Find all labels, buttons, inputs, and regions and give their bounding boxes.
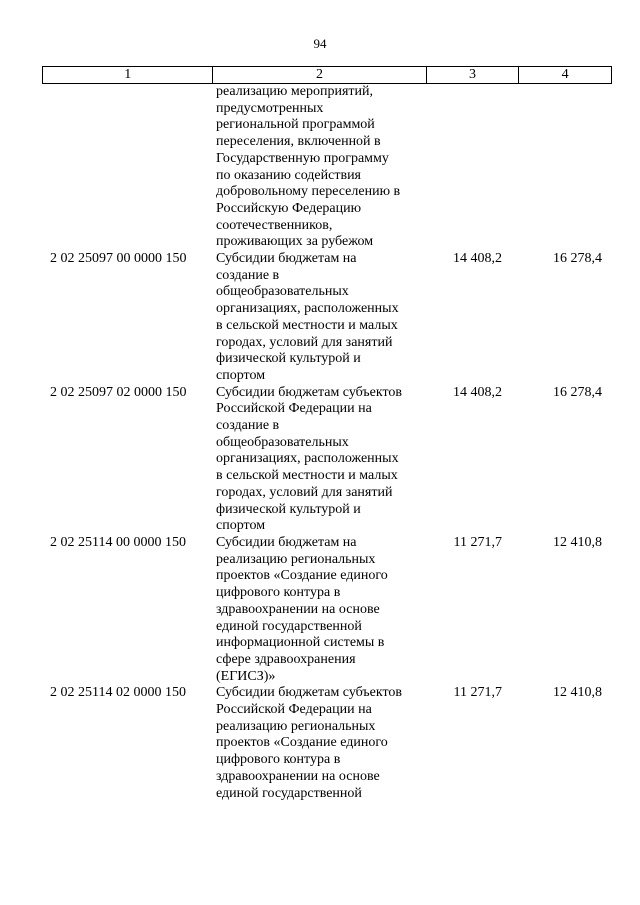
table-row	[42, 535, 612, 685]
budget-code: 2 02 25114 00 0000 150	[50, 534, 186, 550]
description-line: реализацию региональных	[216, 551, 376, 567]
description-line: Государственную программу	[216, 150, 389, 166]
description-line: физической культурой и	[216, 501, 361, 517]
description-line: проживающих за рубежом	[216, 234, 374, 250]
amount-col-4: 12 410,8	[553, 685, 602, 701]
amount-col-4	[519, 84, 612, 251]
amount-col-3	[426, 84, 519, 251]
budget-code: 2 02 25097 02 0000 150	[50, 384, 187, 400]
description-line: организациях, расположенных	[216, 451, 399, 467]
description-line: здравоохранении на основе	[216, 601, 380, 617]
description-line: физической культурой и	[216, 351, 361, 367]
description-line: реализацию мероприятий,	[216, 84, 373, 99]
description-line: в сельской местности и малых	[216, 317, 398, 333]
amount-col-3: 14 408,2	[453, 384, 502, 400]
page-number: 94	[313, 36, 327, 51]
budget-table	[42, 84, 612, 802]
description-line: предусмотренных	[216, 100, 324, 116]
description-line: Субсидии бюджетам на	[216, 534, 357, 550]
amount-col-3: 11 271,7	[453, 685, 502, 701]
description-line: цифрового контура в	[216, 585, 341, 601]
table-row	[42, 84, 612, 251]
amount-col-4: 16 278,4	[553, 251, 602, 267]
header-col-1: 1	[124, 67, 132, 82]
description-line: сфере здравоохранения	[216, 651, 356, 667]
description-line: Субсидии бюджетам на	[216, 251, 357, 267]
amount-col-4: 16 278,4	[553, 384, 602, 400]
description-line: проектов «Создание единого	[216, 735, 388, 751]
description-line: добровольному переселению в	[216, 184, 401, 200]
description-line: региональной программой	[216, 117, 375, 133]
budget-description	[212, 385, 426, 535]
description-line: в сельской местности и малых	[216, 468, 398, 484]
budget-description	[212, 535, 426, 685]
budget-code: 2 02 25114 02 0000 150	[50, 685, 186, 701]
amount-col-3: 14 408,2	[453, 251, 502, 267]
description-line: здравоохранении на основе	[216, 768, 380, 784]
description-line: Российскую Федерацию	[216, 200, 362, 216]
description-line: общеобразовательных	[216, 434, 349, 450]
table-row	[42, 251, 612, 385]
description-line: городах, условий для занятий	[216, 334, 393, 350]
description-line: переселения, включенной в	[216, 134, 381, 150]
amount-col-3: 11 271,7	[453, 534, 502, 550]
description-line: по оказанию содействия	[216, 167, 361, 183]
description-line: Российской Федерации на	[216, 702, 372, 718]
budget-description	[212, 84, 426, 251]
description-line: (ЕГИСЗ)»	[216, 668, 276, 684]
amount-col-4: 12 410,8	[553, 534, 602, 550]
description-line: общеобразовательных	[216, 284, 349, 300]
budget-code: 2 02 25097 00 0000 150	[50, 251, 187, 267]
description-line: Субсидии бюджетам субъектов	[216, 384, 403, 400]
header-col-4: 4	[518, 67, 611, 83]
header-col-3: 3	[426, 67, 519, 83]
description-line: единой государственной	[216, 618, 362, 634]
table-header	[42, 66, 612, 84]
header-col-2: 2	[212, 67, 425, 83]
description-line: создание в	[216, 418, 280, 434]
budget-description	[212, 251, 426, 385]
description-line: проектов «Создание единого	[216, 568, 388, 584]
table-row	[42, 385, 612, 535]
description-line: Российской Федерации на	[216, 401, 372, 417]
description-line: спортом	[216, 367, 266, 383]
description-line: единой государственной	[216, 785, 362, 801]
description-line: цифрового контура в	[216, 752, 341, 768]
budget-description	[212, 685, 426, 802]
description-line: соотечественников,	[216, 217, 333, 233]
description-line: реализацию региональных	[216, 718, 376, 734]
description-line: создание в	[216, 267, 280, 283]
table-row	[42, 685, 612, 802]
description-line: спортом	[216, 518, 266, 534]
description-line: информационной системы в	[216, 635, 385, 651]
description-line: городах, условий для занятий	[216, 484, 393, 500]
description-line: Субсидии бюджетам субъектов	[216, 685, 403, 701]
budget-code	[42, 84, 212, 251]
description-line: организациях, расположенных	[216, 301, 399, 317]
